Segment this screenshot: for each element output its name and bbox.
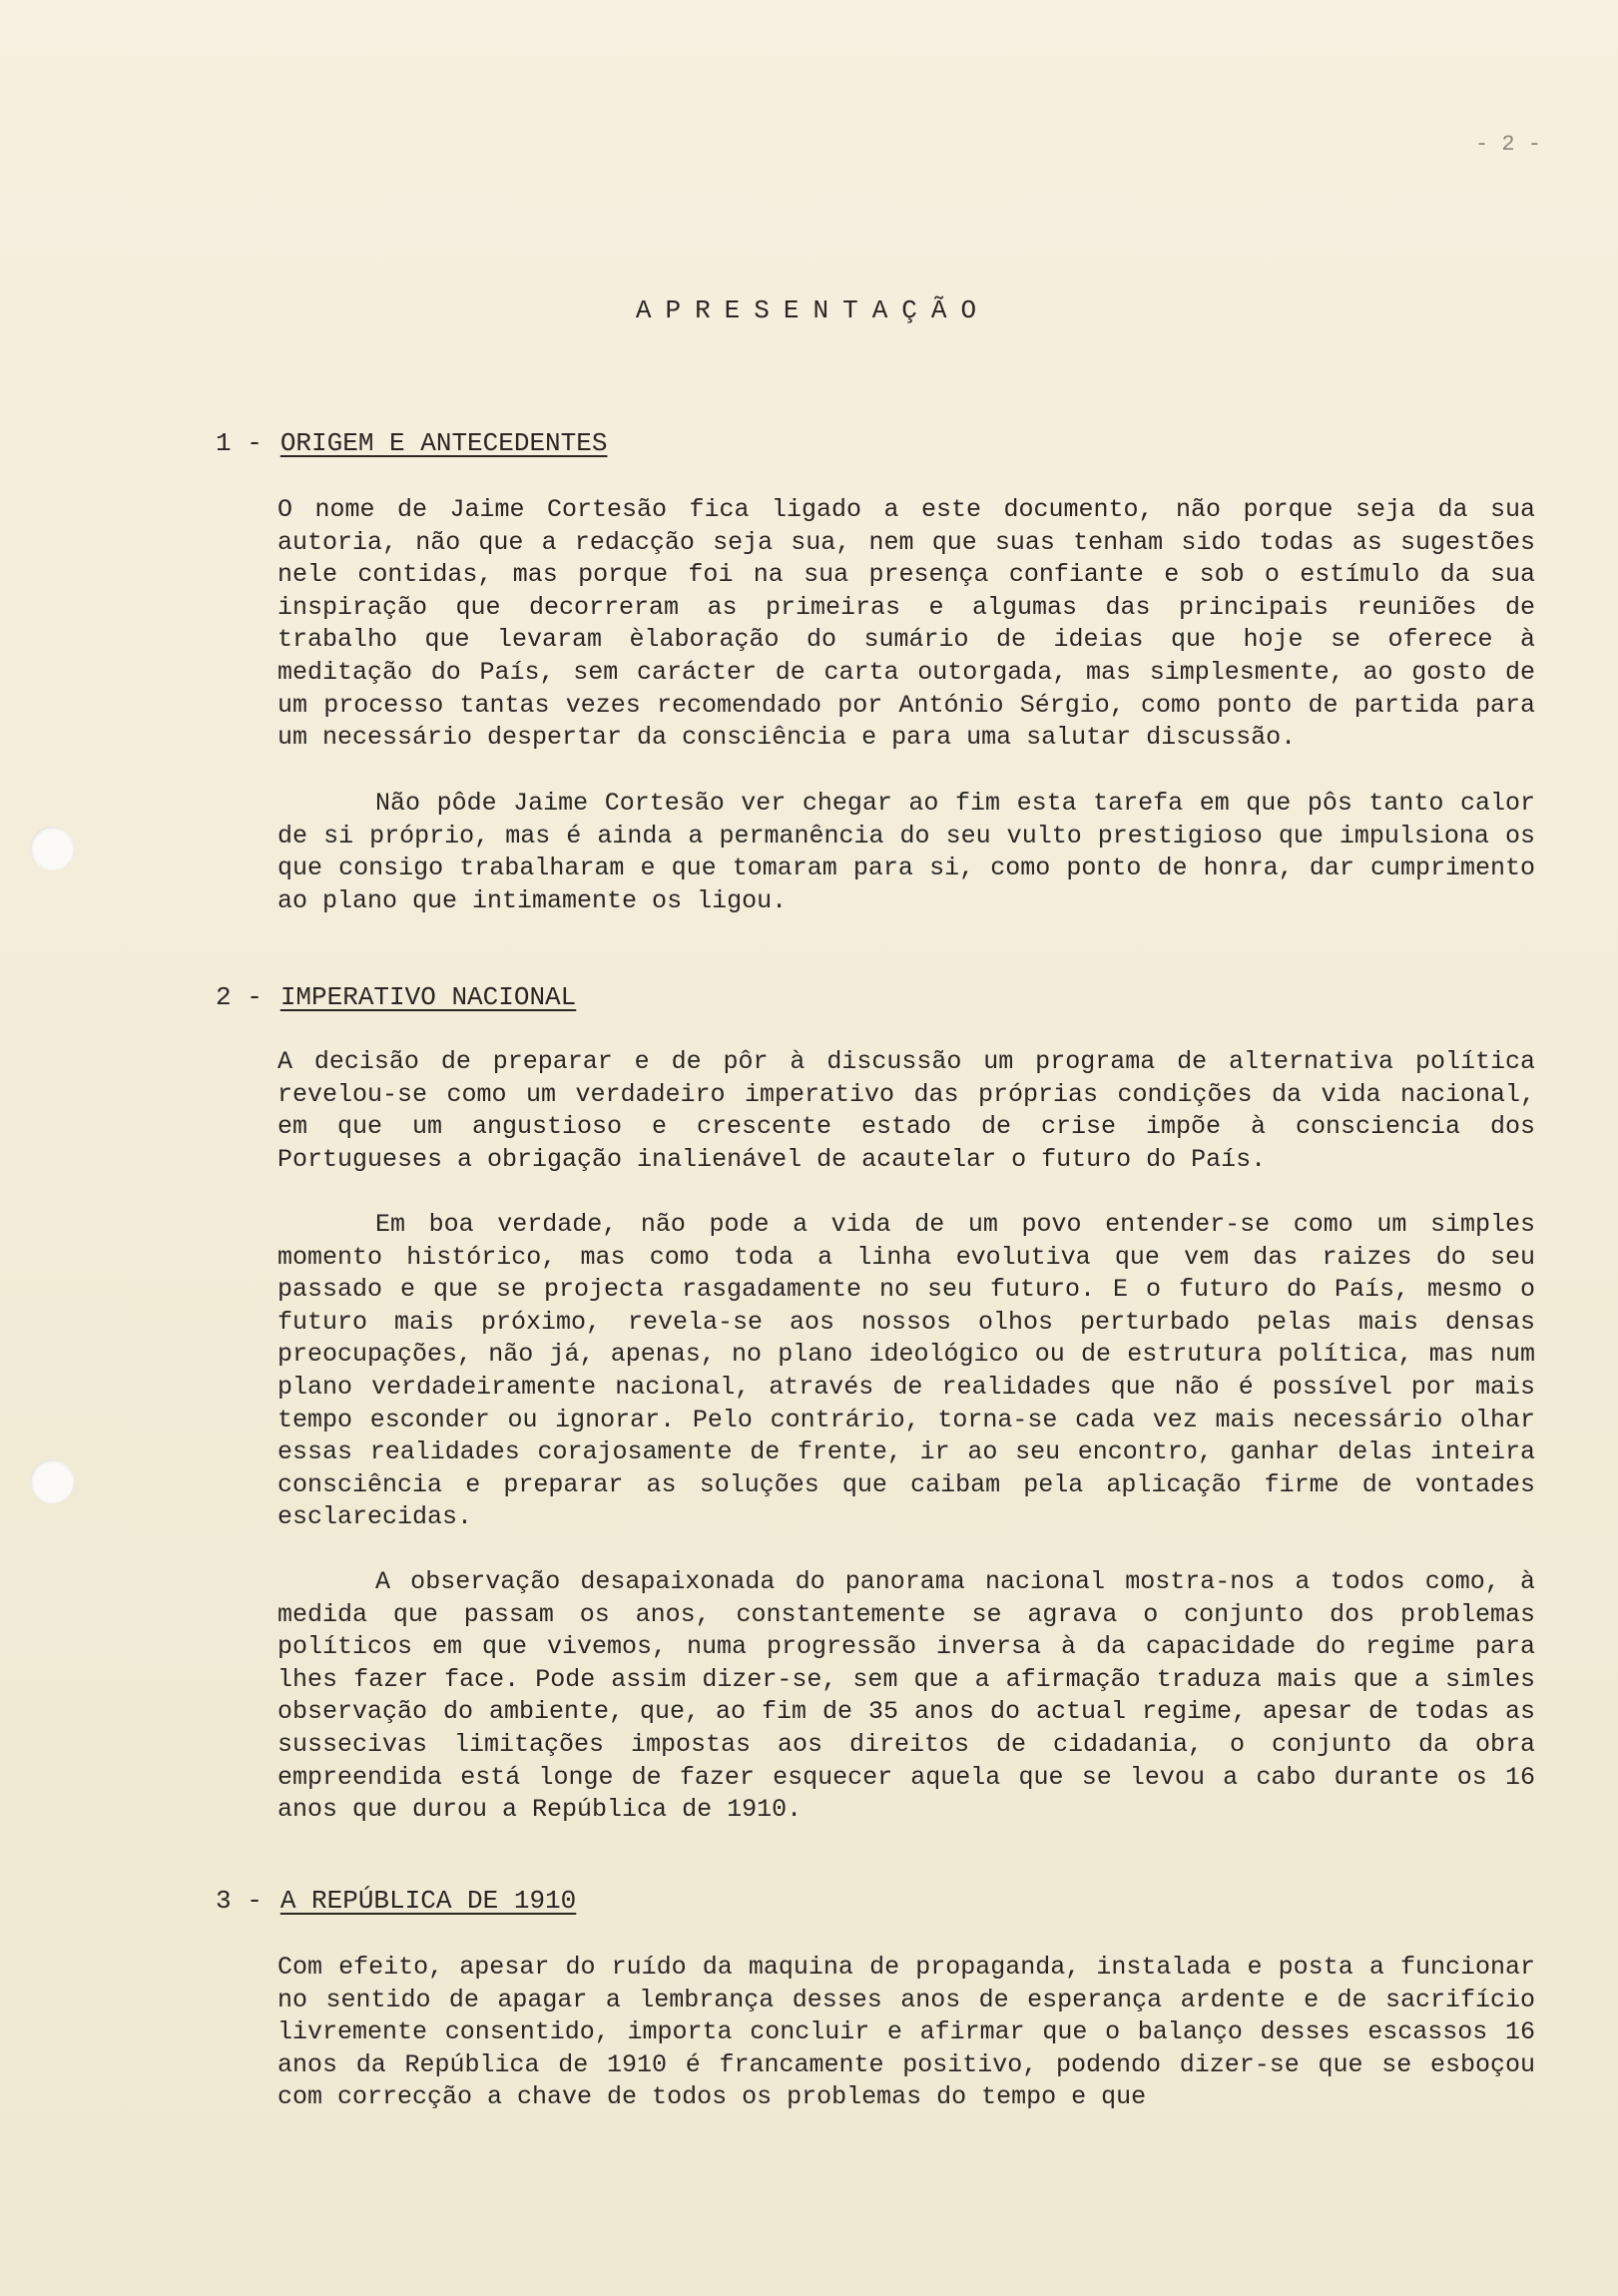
section-title: A REPÚBLICA DE 1910 [279, 1886, 577, 1916]
paragraph: A decisão de preparar e de pôr à discussão um programa de alternativa política revelou-se como um verdadeiro imperativo das próprias condições da vida nacional, em que um angustioso e crescente estado de crise impõe à consciencia dos Portugueses a obrigação inalienável de acautelar o futuro do País. [277, 1047, 1535, 1174]
section-heading [216, 428, 607, 458]
page-title: APRESENTAÇÃO [635, 295, 991, 325]
punch-hole [30, 1459, 74, 1503]
section-title: ORIGEM E ANTECEDENTES [279, 428, 608, 458]
section-heading [216, 1886, 576, 1916]
page-mark: - 2 - [1475, 132, 1542, 157]
paragraph: O nome de Jaime Cortesão fica ligado a este documento, não porque seja da sua autoria, não que a redacção seja sua, nem que suas tenham sido todas as sugestões nele contidas, mas porque foi na sua presença confiante e sob o estímulo da sua inspiração que decorreram as primeiras e algumas das principais reuniões de trabalho que levaram èlaboração do sumário de ideias que hoje se oferece à meditação do País, sem carácter de carta outorgada, mas simplesmente, ao gosto de um processo tantas vezes recomendado por António Sérgio, como ponto de partida para um necessário despertar da consciência e para uma salutar discussão. [277, 495, 1535, 753]
paragraph: Em boa verdade, não pode a vida de um povo entender-se como um simples momento histórico, mas como toda a linha evolutiva que vem das raizes do seu passado e que se projecta rasgadamente no seu futuro. E o futuro do País, mesmo o futuro mais próximo, revela-se aos nossos olhos perturbado pelas mais densas preocupações, não já, apenas, no plano ideológico ou de estrutura política, mas num plano verdadeiramente nacional, através de realidades que não é possível por mais tempo esconder ou ignorar. Pelo contrário, torna-se cada vez mais necessário olhar essas realidades corajosamente de frente, ir ao seu encontro, ganhar delas inteira consciência e preparar as soluções que caibam pela aplicação firme de vontades esclarecidas. [277, 1210, 1535, 1532]
paragraph: Com efeito, apesar do ruído da maquina de propaganda, instalada e posta a funcionar no sentido de apagar a lembrança desses anos de esperança ardente e de sacrifício livremente consentido, importa concluir e afirmar que o balanço desses escassos 16 anos da República de 1910 é francamente positivo, podendo dizer-se que se esboçou com correcção a chave de todos os problemas do tempo e que [277, 1953, 1535, 2112]
paragraph: Não pôde Jaime Cortesão ver chegar ao fim esta tarefa em que pôs tanto calor de si próprio, mas é ainda a permanência do seu vulto prestigioso que impulsiona os que consigo trabalharam e que tomaram para si, como ponto de honra, dar cumprimento ao plano que intimamente os ligou. [277, 789, 1535, 915]
section-number: 2 - [216, 982, 263, 1012]
punch-hole [30, 827, 74, 870]
section-title: IMPERATIVO NACIONAL [279, 982, 577, 1012]
section-number: 3 - [216, 1886, 263, 1916]
section-number: 1 - [216, 428, 263, 458]
paragraph: A observação desapaixonada do panorama nacional mostra-nos a todos como, à medida que passam os anos, constantemente se agrava o conjunto dos problemas políticos em que vivemos, numa progressão inversa à da capacidade do regime para lhes fazer face. Pode assim dizer-se, sem que a afirmação traduza mais que a simles observação do ambiente, que, ao fim de 35 anos do actual regime, apesar de todas as sussecivas limitações impostas aos direitos de cidadania, o conjunto da obra empreendida está longe de fazer esquecer aquela que se levou a cabo durante os 16 anos que durou a República de 1910. [277, 1567, 1535, 1825]
section-heading [216, 982, 576, 1012]
